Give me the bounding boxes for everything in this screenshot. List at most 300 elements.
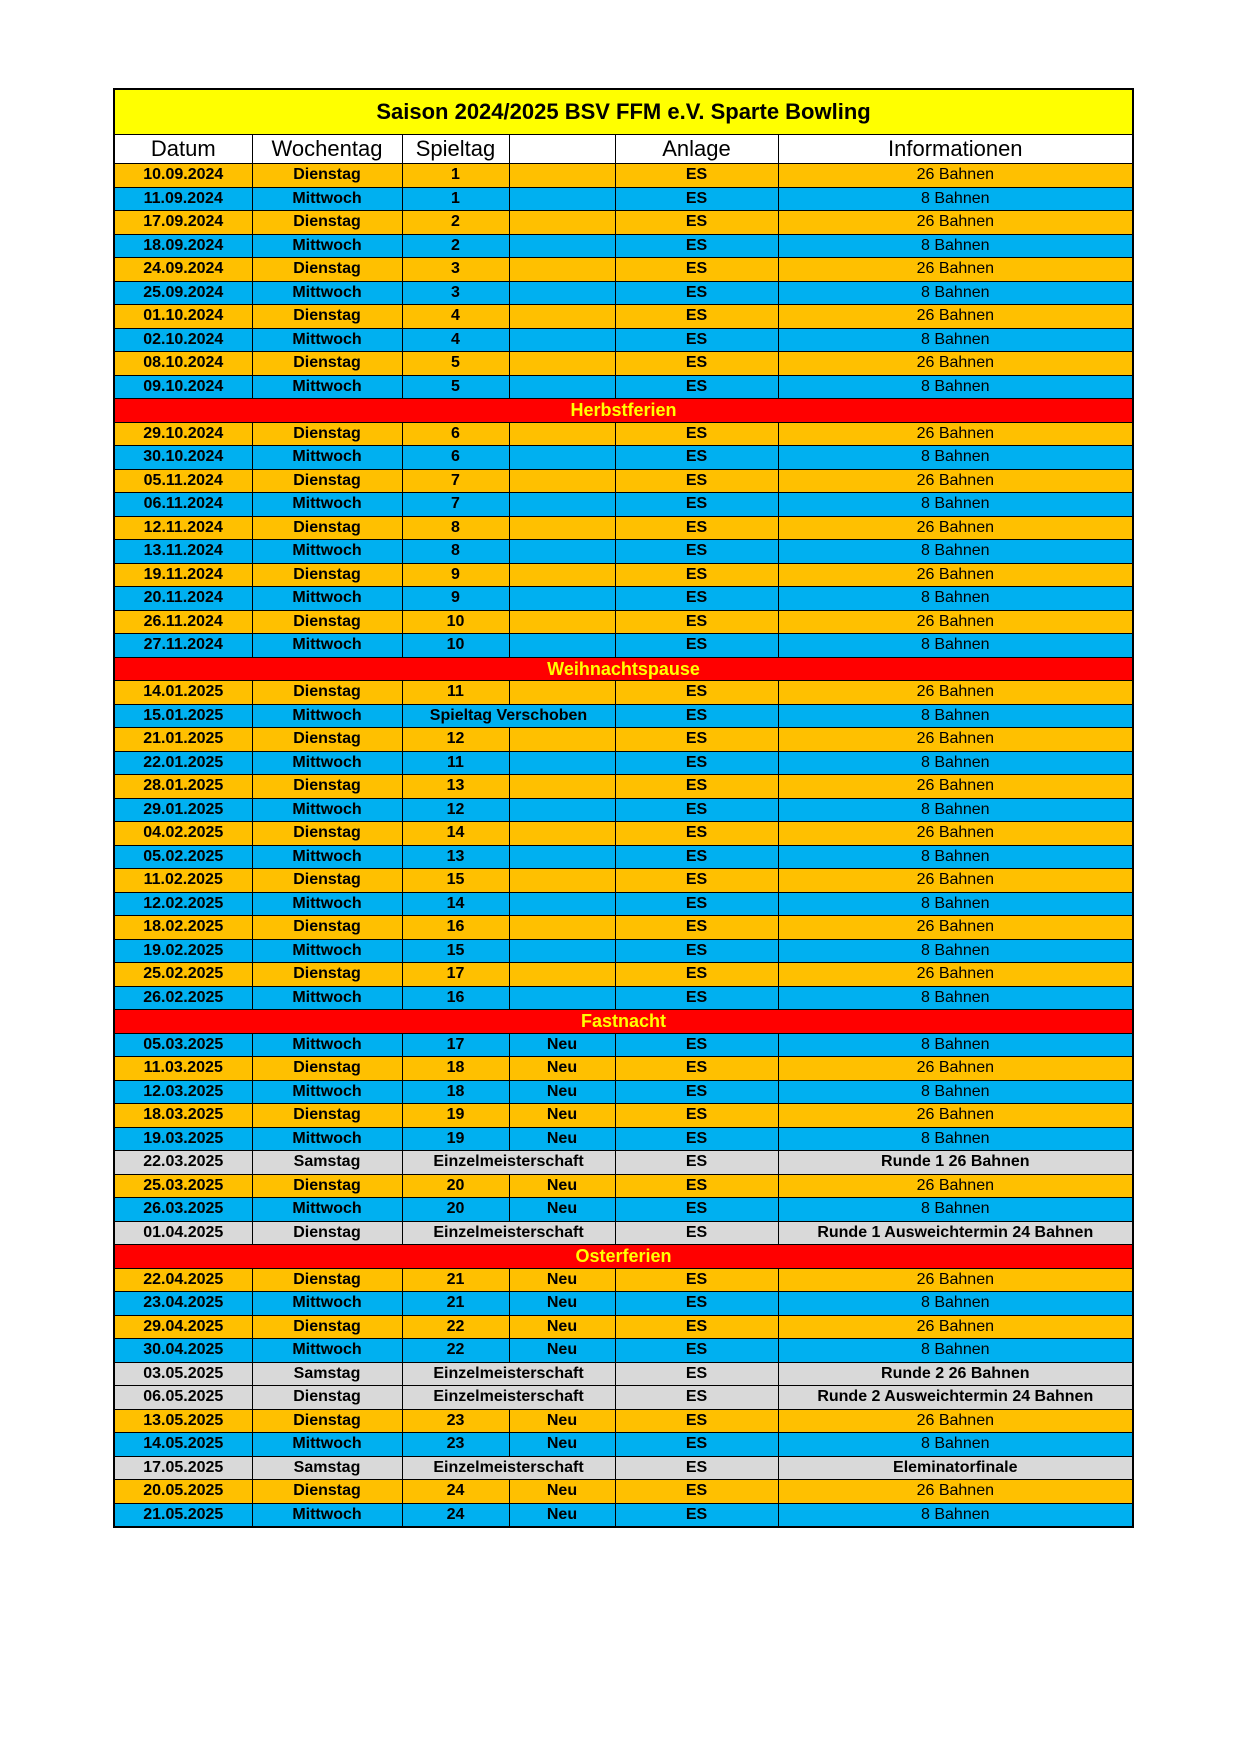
cell-anlage: ES	[615, 822, 778, 846]
cell-datum: 05.03.2025	[114, 1033, 252, 1057]
cell-extra	[509, 610, 615, 634]
cell-anlage: ES	[615, 1080, 778, 1104]
schedule-row	[114, 563, 1133, 587]
cell-anlage: ES	[615, 1198, 778, 1222]
cell-wochentag: Dienstag	[252, 916, 402, 940]
cell-datum: 06.05.2025	[114, 1386, 252, 1410]
schedule-row	[114, 939, 1133, 963]
schedule-row	[114, 775, 1133, 799]
cell-info: 8 Bahnen	[778, 798, 1133, 822]
cell-anlage: ES	[615, 1292, 778, 1316]
cell-anlage: ES	[615, 328, 778, 352]
cell-datum: 05.02.2025	[114, 845, 252, 869]
cell-wochentag: Mittwoch	[252, 798, 402, 822]
cell-info: 26 Bahnen	[778, 963, 1133, 987]
schedule-row	[114, 469, 1133, 493]
cell-datum: 17.09.2024	[114, 211, 252, 235]
cell-spieltag: 19	[402, 1127, 509, 1151]
schedule-row	[114, 1456, 1133, 1480]
cell-datum: 09.10.2024	[114, 375, 252, 399]
cell-wochentag: Dienstag	[252, 1104, 402, 1128]
cell-spieltag: 11	[402, 681, 509, 705]
schedule-row	[114, 798, 1133, 822]
cell-info: 8 Bahnen	[778, 986, 1133, 1010]
schedule-row	[114, 493, 1133, 517]
cell-extra	[509, 563, 615, 587]
cell-datum: 30.04.2025	[114, 1339, 252, 1363]
cell-spieltag: 13	[402, 775, 509, 799]
cell-anlage: ES	[615, 939, 778, 963]
cell-spieltag: 18	[402, 1080, 509, 1104]
cell-datum: 11.09.2024	[114, 187, 252, 211]
cell-wochentag: Mittwoch	[252, 1433, 402, 1457]
cell-spieltag: 21	[402, 1268, 509, 1292]
cell-spieltag: 4	[402, 305, 509, 329]
cell-anlage: ES	[615, 1362, 778, 1386]
cell-wochentag: Mittwoch	[252, 328, 402, 352]
cell-extra: Neu	[509, 1057, 615, 1081]
cell-wochentag: Mittwoch	[252, 1292, 402, 1316]
cell-spieltag: Einzelmeisterschaft	[402, 1151, 615, 1175]
schedule-row	[114, 446, 1133, 470]
cell-wochentag: Mittwoch	[252, 1198, 402, 1222]
cell-spieltag: 24	[402, 1503, 509, 1527]
cell-extra: Neu	[509, 1292, 615, 1316]
cell-datum: 11.03.2025	[114, 1057, 252, 1081]
cell-datum: 24.09.2024	[114, 258, 252, 282]
cell-info: 26 Bahnen	[778, 352, 1133, 376]
cell-anlage: ES	[615, 798, 778, 822]
cell-extra	[509, 822, 615, 846]
schedule-row	[114, 1104, 1133, 1128]
cell-info: 26 Bahnen	[778, 728, 1133, 752]
schedule-row	[114, 1174, 1133, 1198]
schedule-row	[114, 1080, 1133, 1104]
cell-wochentag: Dienstag	[252, 963, 402, 987]
schedule-row	[114, 164, 1133, 188]
cell-info: Eleminatorfinale	[778, 1456, 1133, 1480]
cell-extra	[509, 187, 615, 211]
cell-info: 8 Bahnen	[778, 1080, 1133, 1104]
cell-datum: 29.01.2025	[114, 798, 252, 822]
cell-datum: 29.04.2025	[114, 1315, 252, 1339]
cell-datum: 22.01.2025	[114, 751, 252, 775]
cell-info: 8 Bahnen	[778, 493, 1133, 517]
cell-wochentag: Dienstag	[252, 1268, 402, 1292]
cell-extra	[509, 728, 615, 752]
cell-datum: 19.03.2025	[114, 1127, 252, 1151]
cell-info: 26 Bahnen	[778, 1057, 1133, 1081]
cell-spieltag: 22	[402, 1339, 509, 1363]
cell-info: 8 Bahnen	[778, 704, 1133, 728]
cell-extra	[509, 164, 615, 188]
header-informationen: Informationen	[778, 135, 1133, 164]
break-row	[114, 399, 1133, 423]
schedule-table	[113, 88, 1134, 1528]
cell-spieltag: 2	[402, 211, 509, 235]
cell-wochentag: Dienstag	[252, 822, 402, 846]
schedule-row	[114, 1433, 1133, 1457]
cell-anlage: ES	[615, 1221, 778, 1245]
cell-info: Runde 2 26 Bahnen	[778, 1362, 1133, 1386]
cell-datum: 03.05.2025	[114, 1362, 252, 1386]
cell-wochentag: Dienstag	[252, 211, 402, 235]
cell-info: 26 Bahnen	[778, 422, 1133, 446]
cell-datum: 12.02.2025	[114, 892, 252, 916]
cell-spieltag: 24	[402, 1480, 509, 1504]
cell-anlage: ES	[615, 516, 778, 540]
schedule-row	[114, 1362, 1133, 1386]
cell-wochentag: Dienstag	[252, 1315, 402, 1339]
cell-info: Runde 1 26 Bahnen	[778, 1151, 1133, 1175]
cell-anlage: ES	[615, 775, 778, 799]
cell-info: 8 Bahnen	[778, 939, 1133, 963]
cell-extra	[509, 211, 615, 235]
cell-anlage: ES	[615, 375, 778, 399]
cell-anlage: ES	[615, 587, 778, 611]
cell-wochentag: Mittwoch	[252, 986, 402, 1010]
cell-extra: Neu	[509, 1409, 615, 1433]
cell-datum: 27.11.2024	[114, 634, 252, 658]
schedule-row	[114, 1033, 1133, 1057]
break-row	[114, 1010, 1133, 1034]
cell-info: 26 Bahnen	[778, 869, 1133, 893]
schedule-row	[114, 1292, 1133, 1316]
cell-datum: 26.11.2024	[114, 610, 252, 634]
cell-datum: 19.02.2025	[114, 939, 252, 963]
cell-spieltag: 20	[402, 1198, 509, 1222]
schedule-row	[114, 963, 1133, 987]
cell-info: 8 Bahnen	[778, 634, 1133, 658]
cell-datum: 04.02.2025	[114, 822, 252, 846]
cell-wochentag: Mittwoch	[252, 234, 402, 258]
cell-anlage: ES	[615, 1174, 778, 1198]
cell-spieltag: Einzelmeisterschaft	[402, 1386, 615, 1410]
cell-extra	[509, 963, 615, 987]
cell-info: 8 Bahnen	[778, 328, 1133, 352]
cell-extra	[509, 422, 615, 446]
break-row	[114, 1245, 1133, 1269]
cell-anlage: ES	[615, 1057, 778, 1081]
cell-spieltag: 16	[402, 916, 509, 940]
cell-wochentag: Mittwoch	[252, 845, 402, 869]
break-row	[114, 657, 1133, 681]
cell-spieltag: 10	[402, 634, 509, 658]
cell-datum: 28.01.2025	[114, 775, 252, 799]
schedule-row	[114, 1503, 1133, 1527]
cell-datum: 05.11.2024	[114, 469, 252, 493]
cell-wochentag: Dienstag	[252, 1409, 402, 1433]
schedule-row	[114, 328, 1133, 352]
cell-extra	[509, 493, 615, 517]
cell-wochentag: Mittwoch	[252, 939, 402, 963]
cell-extra: Neu	[509, 1315, 615, 1339]
schedule-row	[114, 916, 1133, 940]
cell-info: 8 Bahnen	[778, 446, 1133, 470]
cell-info: 8 Bahnen	[778, 375, 1133, 399]
cell-extra	[509, 751, 615, 775]
cell-extra	[509, 446, 615, 470]
cell-info: Runde 2 Ausweichtermin 24 Bahnen	[778, 1386, 1133, 1410]
schedule-row	[114, 728, 1133, 752]
cell-spieltag: 17	[402, 1033, 509, 1057]
cell-spieltag: 22	[402, 1315, 509, 1339]
cell-wochentag: Dienstag	[252, 775, 402, 799]
cell-extra	[509, 775, 615, 799]
schedule-row	[114, 634, 1133, 658]
cell-info: Runde 1 Ausweichtermin 24 Bahnen	[778, 1221, 1133, 1245]
cell-anlage: ES	[615, 1456, 778, 1480]
cell-anlage: ES	[615, 446, 778, 470]
cell-extra: Neu	[509, 1198, 615, 1222]
schedule-row	[114, 751, 1133, 775]
cell-info: 8 Bahnen	[778, 1433, 1133, 1457]
cell-spieltag: 8	[402, 540, 509, 564]
cell-extra: Neu	[509, 1033, 615, 1057]
cell-anlage: ES	[615, 610, 778, 634]
cell-datum: 20.11.2024	[114, 587, 252, 611]
cell-spieltag: 18	[402, 1057, 509, 1081]
cell-datum: 13.11.2024	[114, 540, 252, 564]
schedule-row	[114, 1057, 1133, 1081]
cell-wochentag: Samstag	[252, 1456, 402, 1480]
cell-anlage: ES	[615, 634, 778, 658]
schedule-row	[114, 352, 1133, 376]
cell-datum: 21.01.2025	[114, 728, 252, 752]
cell-spieltag: Einzelmeisterschaft	[402, 1221, 615, 1245]
cell-spieltag: 3	[402, 258, 509, 282]
schedule-row	[114, 1386, 1133, 1410]
schedule-row	[114, 258, 1133, 282]
cell-spieltag: 1	[402, 164, 509, 188]
cell-spieltag: Einzelmeisterschaft	[402, 1456, 615, 1480]
cell-spieltag: 7	[402, 493, 509, 517]
cell-info: 26 Bahnen	[778, 1409, 1133, 1433]
cell-datum: 18.02.2025	[114, 916, 252, 940]
cell-extra	[509, 234, 615, 258]
schedule-row	[114, 704, 1133, 728]
cell-info: 26 Bahnen	[778, 1104, 1133, 1128]
cell-datum: 18.03.2025	[114, 1104, 252, 1128]
cell-spieltag: 7	[402, 469, 509, 493]
schedule-body	[114, 89, 1133, 1527]
cell-wochentag: Mittwoch	[252, 281, 402, 305]
header-blank	[509, 135, 615, 164]
schedule-row	[114, 681, 1133, 705]
cell-spieltag: 3	[402, 281, 509, 305]
cell-datum: 13.05.2025	[114, 1409, 252, 1433]
cell-datum: 11.02.2025	[114, 869, 252, 893]
cell-wochentag: Dienstag	[252, 469, 402, 493]
schedule-row	[114, 187, 1133, 211]
cell-datum: 12.03.2025	[114, 1080, 252, 1104]
break-label: Fastnacht	[114, 1010, 1133, 1034]
schedule-row	[114, 211, 1133, 235]
cell-extra: Neu	[509, 1268, 615, 1292]
cell-spieltag: 11	[402, 751, 509, 775]
cell-datum: 21.05.2025	[114, 1503, 252, 1527]
cell-anlage: ES	[615, 1127, 778, 1151]
cell-datum: 25.02.2025	[114, 963, 252, 987]
cell-extra	[509, 892, 615, 916]
schedule-row	[114, 305, 1133, 329]
cell-info: 8 Bahnen	[778, 587, 1133, 611]
cell-info: 26 Bahnen	[778, 1174, 1133, 1198]
cell-extra: Neu	[509, 1174, 615, 1198]
cell-wochentag: Dienstag	[252, 869, 402, 893]
cell-wochentag: Dienstag	[252, 352, 402, 376]
header-anlage: Anlage	[615, 135, 778, 164]
cell-anlage: ES	[615, 1033, 778, 1057]
cell-info: 8 Bahnen	[778, 1127, 1133, 1151]
cell-anlage: ES	[615, 493, 778, 517]
cell-info: 26 Bahnen	[778, 916, 1133, 940]
cell-spieltag: 21	[402, 1292, 509, 1316]
cell-wochentag: Mittwoch	[252, 375, 402, 399]
cell-anlage: ES	[615, 704, 778, 728]
cell-anlage: ES	[615, 1104, 778, 1128]
header-row	[114, 135, 1133, 164]
cell-anlage: ES	[615, 1409, 778, 1433]
schedule-row	[114, 1221, 1133, 1245]
cell-datum: 08.10.2024	[114, 352, 252, 376]
cell-spieltag: 10	[402, 610, 509, 634]
cell-info: 26 Bahnen	[778, 1480, 1133, 1504]
cell-wochentag: Dienstag	[252, 563, 402, 587]
cell-anlage: ES	[615, 916, 778, 940]
cell-info: 8 Bahnen	[778, 234, 1133, 258]
cell-info: 8 Bahnen	[778, 187, 1133, 211]
cell-wochentag: Mittwoch	[252, 1127, 402, 1151]
cell-wochentag: Dienstag	[252, 1386, 402, 1410]
break-label: Osterferien	[114, 1245, 1133, 1269]
cell-spieltag: 23	[402, 1409, 509, 1433]
cell-datum: 20.05.2025	[114, 1480, 252, 1504]
cell-spieltag: 6	[402, 446, 509, 470]
cell-spieltag: 12	[402, 798, 509, 822]
cell-wochentag: Mittwoch	[252, 1503, 402, 1527]
cell-anlage: ES	[615, 563, 778, 587]
cell-spieltag: 23	[402, 1433, 509, 1457]
cell-datum: 06.11.2024	[114, 493, 252, 517]
schedule-row	[114, 234, 1133, 258]
cell-wochentag: Dienstag	[252, 258, 402, 282]
cell-extra: Neu	[509, 1503, 615, 1527]
schedule-row	[114, 1127, 1133, 1151]
schedule-row	[114, 281, 1133, 305]
sheet-title: Saison 2024/2025 BSV FFM e.V. Sparte Bowling	[114, 89, 1133, 135]
cell-anlage: ES	[615, 422, 778, 446]
cell-anlage: ES	[615, 1386, 778, 1410]
schedule-row	[114, 587, 1133, 611]
schedule-row	[114, 375, 1133, 399]
schedule-row	[114, 1198, 1133, 1222]
cell-wochentag: Dienstag	[252, 305, 402, 329]
cell-info: 26 Bahnen	[778, 681, 1133, 705]
cell-anlage: ES	[615, 869, 778, 893]
cell-info: 8 Bahnen	[778, 1198, 1133, 1222]
cell-anlage: ES	[615, 258, 778, 282]
cell-extra	[509, 281, 615, 305]
cell-wochentag: Dienstag	[252, 1057, 402, 1081]
schedule-row	[114, 892, 1133, 916]
cell-datum: 01.04.2025	[114, 1221, 252, 1245]
header-wochentag: Wochentag	[252, 135, 402, 164]
schedule-row	[114, 1339, 1133, 1363]
cell-wochentag: Samstag	[252, 1151, 402, 1175]
cell-info: 8 Bahnen	[778, 751, 1133, 775]
break-label: Weihnachtspause	[114, 657, 1133, 681]
cell-spieltag: 4	[402, 328, 509, 352]
header-spieltag: Spieltag	[402, 135, 509, 164]
cell-info: 8 Bahnen	[778, 892, 1133, 916]
schedule-row	[114, 1151, 1133, 1175]
cell-extra	[509, 845, 615, 869]
cell-anlage: ES	[615, 164, 778, 188]
cell-datum: 22.04.2025	[114, 1268, 252, 1292]
cell-wochentag: Dienstag	[252, 422, 402, 446]
cell-extra	[509, 540, 615, 564]
cell-anlage: ES	[615, 187, 778, 211]
cell-anlage: ES	[615, 728, 778, 752]
cell-extra: Neu	[509, 1127, 615, 1151]
cell-spieltag: 8	[402, 516, 509, 540]
cell-spieltag: 20	[402, 1174, 509, 1198]
cell-anlage: ES	[615, 892, 778, 916]
title-row	[114, 89, 1133, 135]
cell-spieltag: 14	[402, 892, 509, 916]
cell-info: 8 Bahnen	[778, 845, 1133, 869]
cell-anlage: ES	[615, 1480, 778, 1504]
cell-info: 26 Bahnen	[778, 563, 1133, 587]
cell-extra	[509, 798, 615, 822]
cell-extra	[509, 587, 615, 611]
cell-anlage: ES	[615, 281, 778, 305]
cell-spieltag: Spieltag Verschoben	[402, 704, 615, 728]
cell-anlage: ES	[615, 1315, 778, 1339]
cell-spieltag: 14	[402, 822, 509, 846]
schedule-row	[114, 845, 1133, 869]
cell-extra	[509, 305, 615, 329]
cell-info: 8 Bahnen	[778, 281, 1133, 305]
cell-extra	[509, 516, 615, 540]
cell-wochentag: Mittwoch	[252, 892, 402, 916]
cell-datum: 12.11.2024	[114, 516, 252, 540]
cell-info: 8 Bahnen	[778, 540, 1133, 564]
cell-datum: 01.10.2024	[114, 305, 252, 329]
cell-wochentag: Mittwoch	[252, 751, 402, 775]
cell-anlage: ES	[615, 1268, 778, 1292]
cell-spieltag: Einzelmeisterschaft	[402, 1362, 615, 1386]
cell-anlage: ES	[615, 986, 778, 1010]
cell-spieltag: 5	[402, 352, 509, 376]
cell-info: 26 Bahnen	[778, 775, 1133, 799]
schedule-row	[114, 1480, 1133, 1504]
cell-wochentag: Mittwoch	[252, 493, 402, 517]
cell-info: 26 Bahnen	[778, 211, 1133, 235]
schedule-row	[114, 822, 1133, 846]
cell-info: 26 Bahnen	[778, 1268, 1133, 1292]
cell-extra	[509, 469, 615, 493]
cell-spieltag: 2	[402, 234, 509, 258]
cell-datum: 25.09.2024	[114, 281, 252, 305]
break-label: Herbstferien	[114, 399, 1133, 423]
cell-datum: 15.01.2025	[114, 704, 252, 728]
cell-extra	[509, 634, 615, 658]
cell-wochentag: Mittwoch	[252, 704, 402, 728]
cell-datum: 14.05.2025	[114, 1433, 252, 1457]
cell-extra: Neu	[509, 1480, 615, 1504]
